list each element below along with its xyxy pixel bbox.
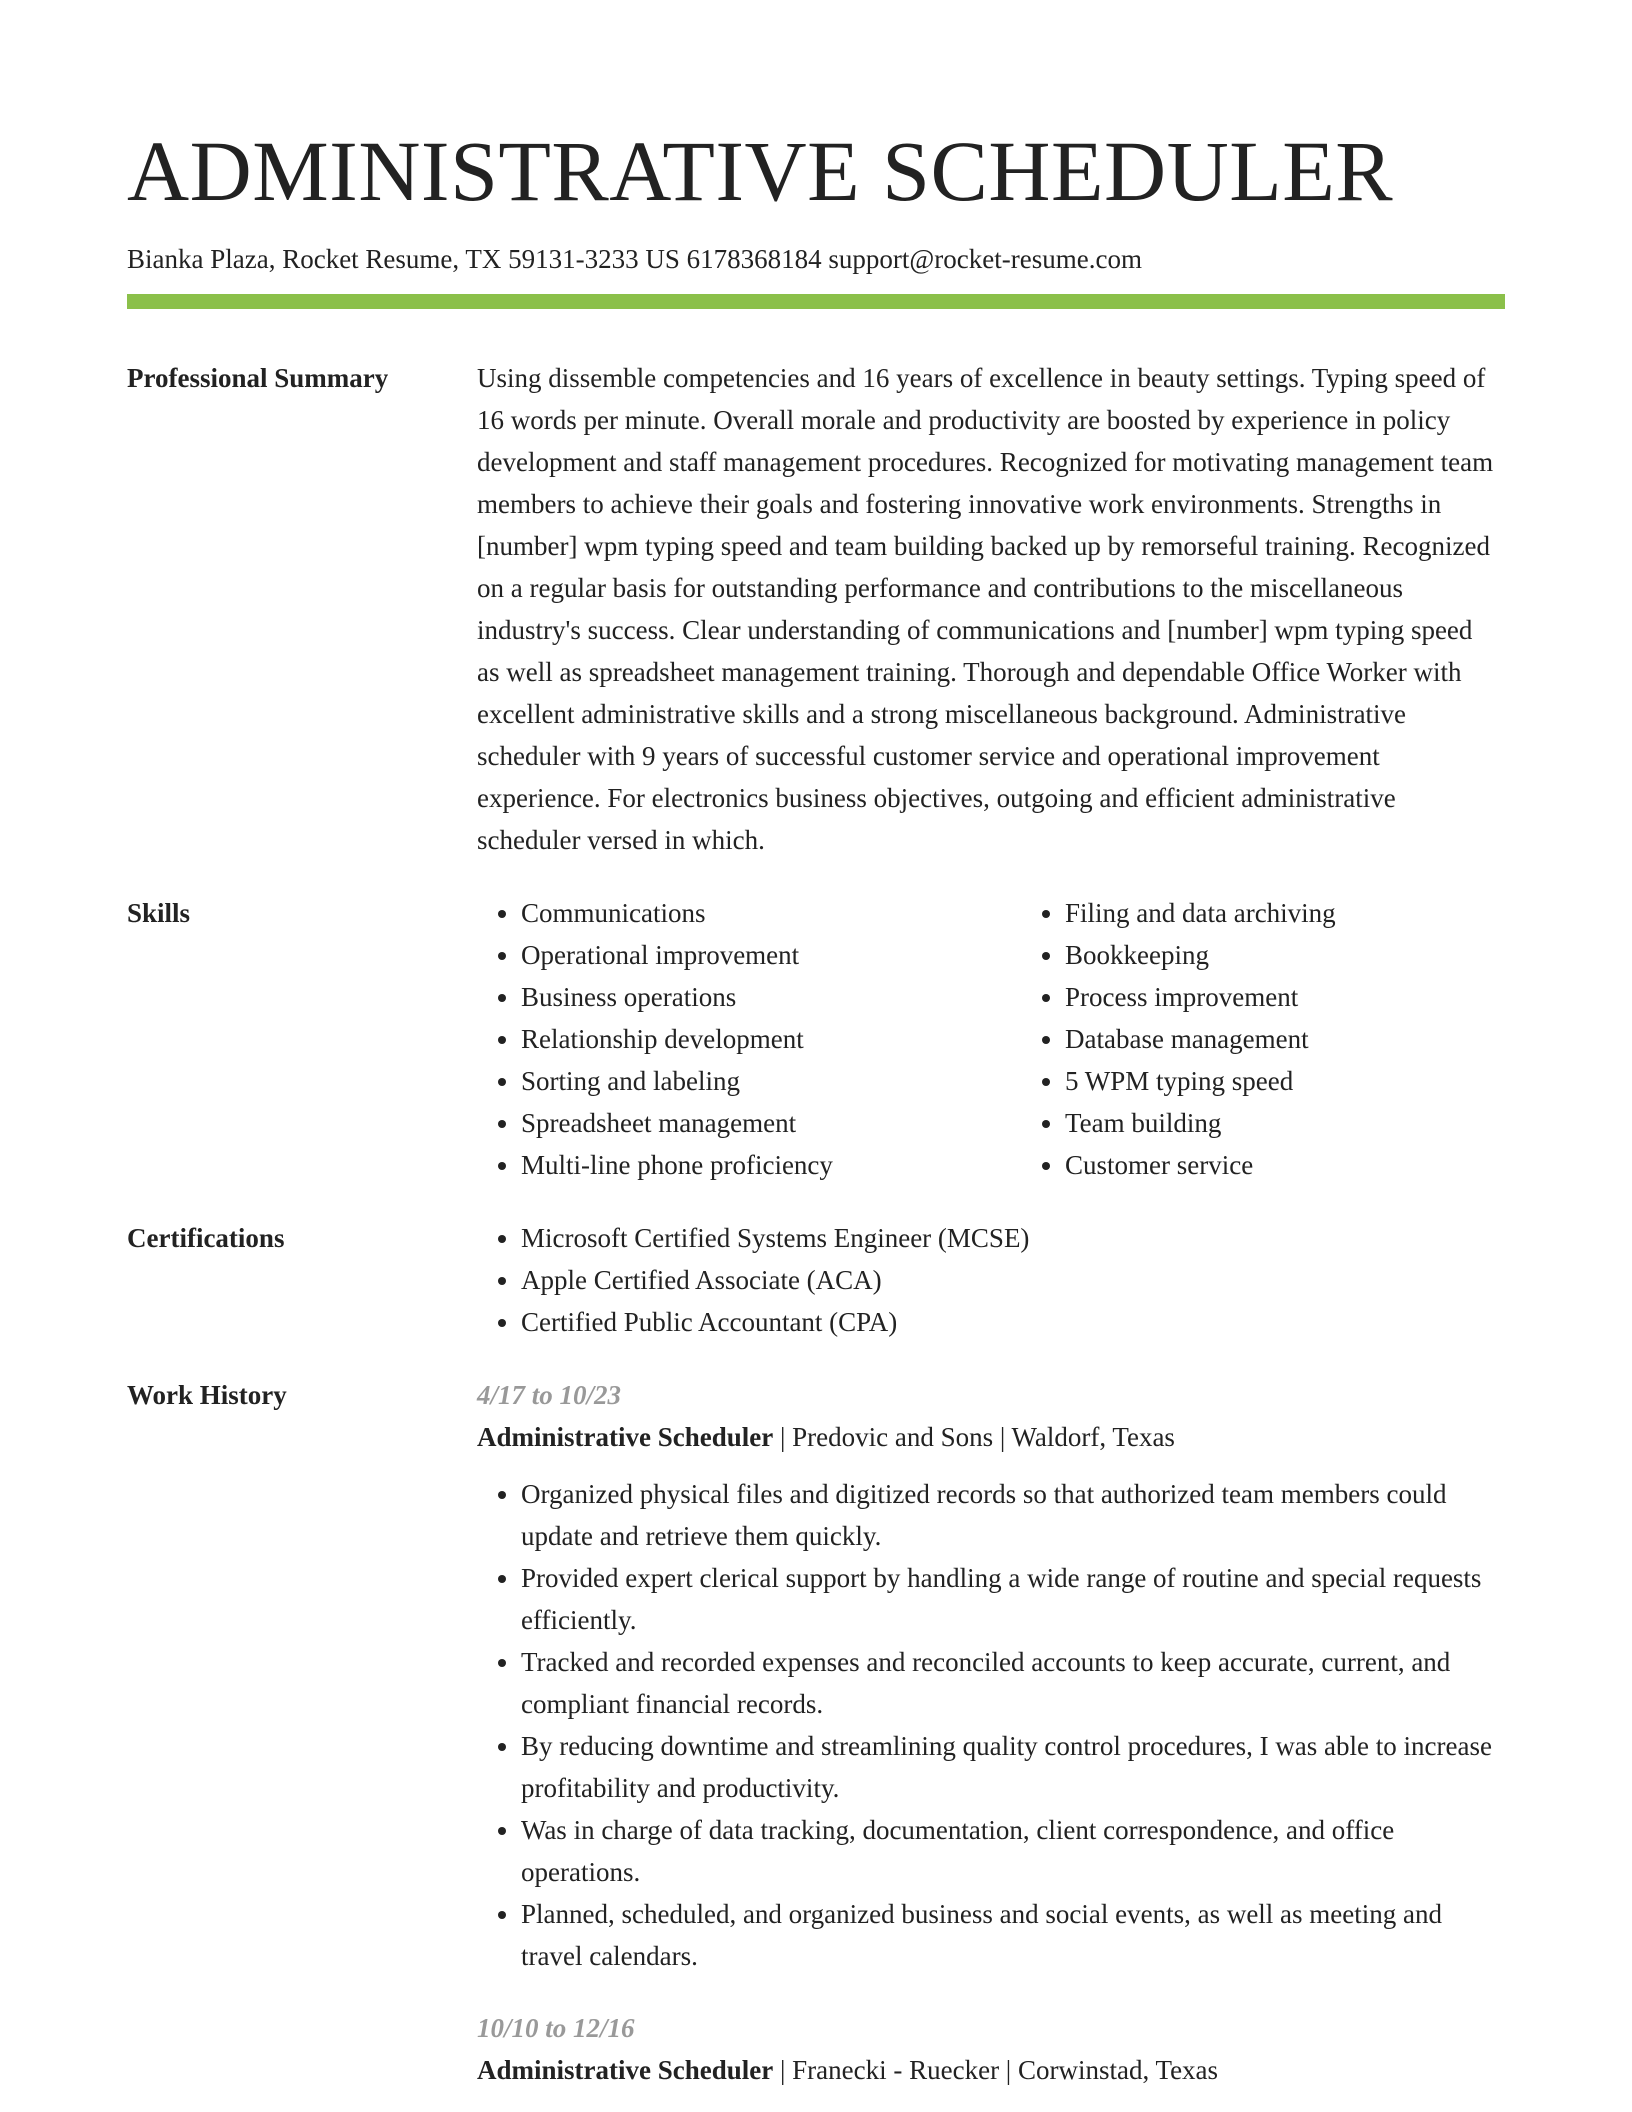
job-bullet: • Tracked and recorded expenses and reconciled accounts to keep accurate, current, and compliant financial records. bbox=[521, 1641, 1505, 1725]
work-history-section bbox=[127, 1374, 1505, 2091]
resume-name-title: ADMINISTRATIVE SCHEDULER bbox=[127, 123, 1394, 219]
certification-item: • Microsoft Certified Systems Engineer (MCSE) bbox=[521, 1217, 1505, 1259]
job-bullet: • By reducing downtime and streamlining quality control procedures, I was able to increase profitability and productivity. bbox=[521, 1725, 1505, 1809]
skill-item: • 5 WPM typing speed bbox=[1065, 1060, 1565, 1102]
skill-item: • Business operations bbox=[521, 976, 1021, 1018]
job-bullet: • Was in charge of data tracking, documentation, client correspondence, and office operations. bbox=[521, 1809, 1505, 1893]
summary-section bbox=[127, 357, 1505, 861]
summary-heading: Professional Summary bbox=[127, 363, 389, 393]
skill-item: • Bookkeeping bbox=[1065, 934, 1565, 976]
skills-list-right bbox=[1021, 892, 1565, 1186]
job-bullet: • Provided expert clerical support by handling a wide range of routine and special requests efficiently. bbox=[521, 1557, 1505, 1641]
job-bullet-list bbox=[477, 1473, 1505, 1977]
job-employer-location: | Predovic and Sons | Waldorf, Texas bbox=[773, 1422, 1175, 1452]
certifications-body bbox=[477, 1217, 1505, 1343]
skill-item: • Sorting and labeling bbox=[521, 1060, 1021, 1102]
work-history-body bbox=[477, 1374, 1505, 2091]
skill-item: • Team building bbox=[1065, 1102, 1565, 1144]
job-employer-location: | Franecki - Ruecker | Corwinstad, Texas bbox=[773, 2055, 1219, 2085]
skill-item: • Process improvement bbox=[1065, 976, 1565, 1018]
skills-list-left bbox=[477, 892, 1021, 1186]
certification-item: • Apple Certified Associate (ACA) bbox=[521, 1259, 1505, 1301]
skill-item: • Communications bbox=[521, 892, 1021, 934]
certifications-list bbox=[477, 1217, 1505, 1343]
job-bullet: • Planned, scheduled, and organized business and social events, as well as meeting and travel calendars. bbox=[521, 1893, 1505, 1977]
certifications-section bbox=[127, 1217, 1505, 1343]
skills-columns bbox=[477, 892, 1565, 1186]
job-entry bbox=[477, 2007, 1505, 2091]
summary-text: Using dissemble competencies and 16 years of excellence in beauty settings. Typing speed of 16 words per minute. Overall morale and productivity are boosted by experience in policy development and staff management procedures. Recognized for motivating management team members to achieve their goals and fostering innovative work environments. Strengths in [number] wpm typing speed and team building backed up by remorseful training. Recognized on a regular basis for outstanding performance and contributions to the miscellaneous industry's success. Clear understanding of communications and [number] wpm typing speed as well as spreadsheet management training. Thorough and dependable Office Worker with excellent administrative skills and a strong miscellaneous background. Administrative scheduler with 9 years of successful customer service and operational improvement experience. For electronics business objectives, outgoing and efficient administrative scheduler versed in which. bbox=[477, 363, 1494, 855]
job-header bbox=[477, 2049, 1505, 2091]
skill-item: • Relationship development bbox=[521, 1018, 1021, 1060]
job-entry bbox=[477, 1374, 1505, 1977]
contact-line: Bianka Plaza, Rocket Resume, TX 59131-3233 US 6178368184 support@rocket-resume.com bbox=[127, 244, 1142, 274]
skill-item: • Operational improvement bbox=[521, 934, 1021, 976]
certification-item: • Certified Public Accountant (CPA) bbox=[521, 1301, 1505, 1343]
job-dates: 4/17 to 10/23 bbox=[477, 1380, 622, 1410]
skill-item: • Filing and data archiving bbox=[1065, 892, 1565, 934]
accent-divider bbox=[127, 294, 1505, 309]
job-title: Administrative Scheduler bbox=[477, 2055, 774, 2085]
certifications-heading: Certifications bbox=[127, 1223, 285, 1253]
skill-item: • Customer service bbox=[1065, 1144, 1565, 1186]
skill-item: • Spreadsheet management bbox=[521, 1102, 1021, 1144]
work-history-heading: Work History bbox=[127, 1380, 287, 1410]
skill-item: • Database management bbox=[1065, 1018, 1565, 1060]
job-bullet: • Organized physical files and digitized records so that authorized team members could update and retrieve them quickly. bbox=[521, 1473, 1505, 1557]
job-title: Administrative Scheduler bbox=[477, 1422, 774, 1452]
skills-body bbox=[477, 892, 1565, 1186]
job-header bbox=[477, 1416, 1505, 1458]
job-dates: 10/10 to 12/16 bbox=[477, 2013, 635, 2043]
skills-section bbox=[127, 892, 1505, 1186]
skills-heading: Skills bbox=[127, 898, 191, 928]
skill-item: • Multi-line phone proficiency bbox=[521, 1144, 1021, 1186]
